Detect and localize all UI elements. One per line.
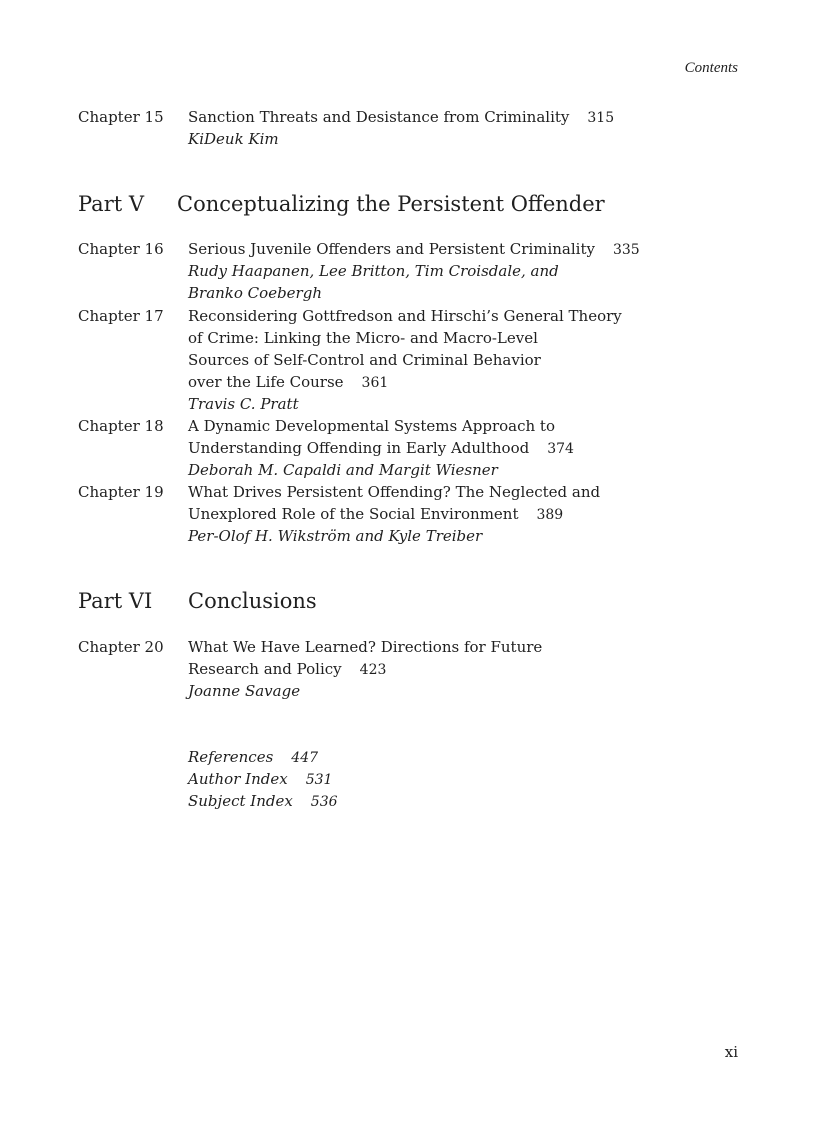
part-6-label: Part VI: [78, 589, 153, 613]
references-entry[interactable]: [188, 748, 318, 766]
chapter-17-author: Travis C. Pratt: [188, 395, 299, 413]
chapter-20-title-line-2[interactable]: Research and Policy: [188, 660, 342, 678]
chapter-16-author-line-2: Branko Coebergh: [188, 284, 322, 302]
chapter-19-title-line-2-wrap[interactable]: [188, 505, 563, 523]
chapter-18-label: Chapter 18: [78, 417, 164, 435]
chapter-15-title[interactable]: Sanction Threats and Desistance from Criminality: [188, 108, 570, 126]
chapter-15-page: 315: [587, 110, 615, 126]
chapter-17-title-line-4[interactable]: over the Life Course: [188, 373, 344, 391]
page-folio: xi: [724, 1043, 738, 1061]
author-index-page: 531: [305, 772, 333, 788]
chapter-20-page: 423: [359, 662, 387, 678]
chapter-18-title-line-2-wrap[interactable]: [188, 439, 574, 457]
chapter-19-title-line-2[interactable]: Unexplored Role of the Social Environment: [188, 505, 519, 523]
author-index-entry[interactable]: [188, 770, 332, 788]
chapter-17-page: 361: [361, 375, 389, 391]
chapter-18-author: Deborah M. Capaldi and Margit Wiesner: [188, 461, 498, 479]
chapter-15-author: KiDeuk Kim: [188, 130, 279, 148]
chapter-19-author: Per-Olof H. Wikström and Kyle Treiber: [188, 527, 483, 545]
chapter-20-title-line-2-wrap[interactable]: [188, 660, 386, 678]
running-head: Contents: [684, 60, 738, 76]
chapter-16-author-line-1: Rudy Haapanen, Lee Britton, Tim Croisdale, and: [188, 262, 559, 280]
chapter-19-page: 389: [536, 507, 564, 523]
chapter-16-label: Chapter 16: [78, 240, 164, 258]
chapter-18-page: 374: [547, 441, 574, 457]
chapter-17-title-line-3[interactable]: Sources of Self-Control and Criminal Behavior: [188, 351, 541, 369]
subject-index-label[interactable]: Subject Index: [188, 792, 293, 810]
references-label[interactable]: References: [188, 748, 274, 766]
chapter-16-page: 335: [612, 242, 640, 258]
chapter-15-label: Chapter 15: [78, 108, 164, 126]
chapter-18-title-line-2[interactable]: Understanding Offending in Early Adulthood: [188, 439, 530, 457]
chapter-17-title-line-1[interactable]: Reconsidering Gottfredson and Hirschi’s General Theory: [188, 307, 622, 325]
chapter-16-title-line[interactable]: [188, 240, 640, 258]
part-5-title[interactable]: Conceptualizing the Persistent Offender: [177, 192, 605, 216]
subject-index-page: 536: [310, 794, 338, 810]
part-6-title[interactable]: Conclusions: [188, 589, 317, 613]
part-5-label: Part V: [78, 192, 145, 216]
subject-index-entry[interactable]: [188, 792, 338, 810]
chapter-15-title-line[interactable]: [188, 108, 614, 126]
chapter-17-label: Chapter 17: [78, 307, 164, 325]
chapter-18-title-line-1[interactable]: A Dynamic Developmental Systems Approach to: [188, 417, 555, 435]
chapter-17-title-line-4-wrap[interactable]: [188, 373, 388, 391]
references-page: 447: [291, 750, 319, 766]
chapter-19-label: Chapter 19: [78, 483, 164, 501]
chapter-20-author: Joanne Savage: [188, 682, 301, 700]
chapter-19-title-line-1[interactable]: What Drives Persistent Offending? The Neglected and: [188, 483, 601, 501]
chapter-20-title-line-1[interactable]: What We Have Learned? Directions for Future: [188, 638, 543, 656]
chapter-20-label: Chapter 20: [78, 638, 164, 656]
author-index-label[interactable]: Author Index: [188, 770, 288, 788]
chapter-17-title-line-2[interactable]: of Crime: Linking the Micro- and Macro-Level: [188, 329, 538, 347]
chapter-16-title[interactable]: Serious Juvenile Offenders and Persistent Criminality: [188, 240, 595, 258]
